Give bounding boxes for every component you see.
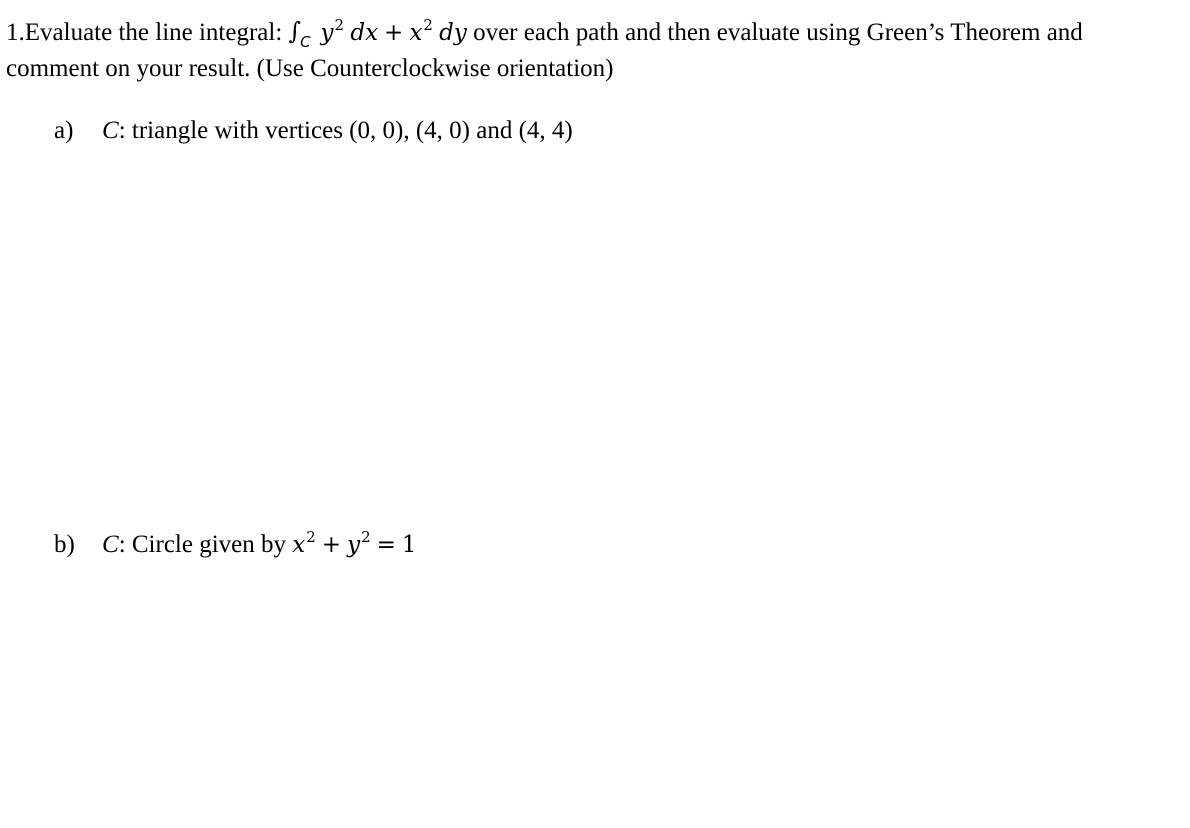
circle-equation [292,528,417,558]
eq-var-y: y [347,532,361,558]
integrand-power-2: 2 [423,16,433,34]
integrand-plus: + [384,20,404,46]
eq-power-y: 2 [361,528,371,546]
eq-rhs: 1 [401,532,417,558]
question-intro: Evaluate the line integral: [24,19,283,46]
integrand-diff-dy: dy [439,20,467,46]
eq-var-x: x [292,532,306,558]
integrand-var-x: x [409,20,423,46]
part-a-text: : triangle with vertices (0, 0), (4, 0) and (4, 4) [118,117,573,144]
integral-expression [288,16,467,51]
eq-plus: + [321,532,342,558]
part-a-label: a) [54,117,74,144]
part-b [54,530,417,562]
question-line-1-rest: over each path and then evaluate using Green’s Theorem and [473,19,1083,46]
integrand-diff-dx: dx [350,20,379,46]
eq-power-x: 2 [306,528,316,546]
part-a-curve-var: C [102,117,119,144]
integrand-power-1: 2 [334,16,345,34]
integrand-var-y: y [320,20,334,46]
eq-equals: = [376,532,396,558]
question-number: 1. [6,19,25,46]
question-line-2: comment on your result. (Use Counterclockwise orientation) [6,55,614,82]
part-a [54,116,573,146]
integral-symbol: ∫ [288,17,302,45]
integral-subscript: C [300,33,311,51]
part-b-text: : Circle given by [118,531,293,558]
question-line-1 [6,17,1083,50]
part-b-label: b) [54,531,75,558]
part-b-curve-var: C [102,531,119,558]
